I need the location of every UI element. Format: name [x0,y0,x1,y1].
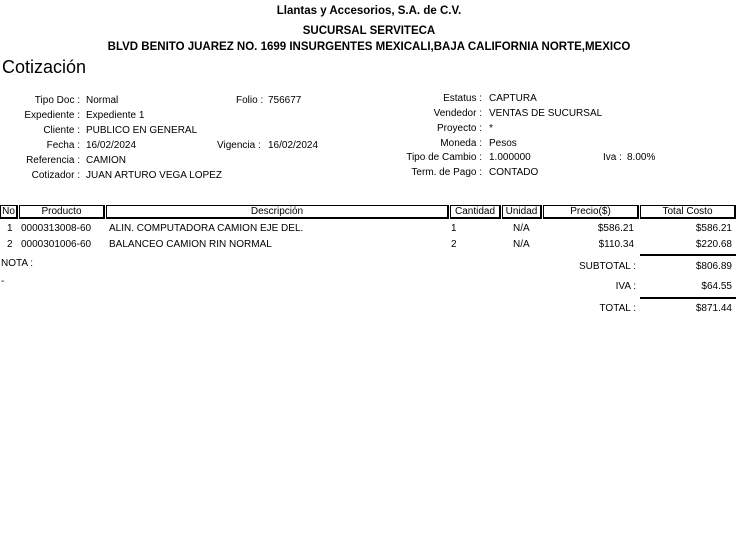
field-value: PUBLICO EN GENERAL [86,125,198,136]
iva-value: $64.55 [701,281,732,292]
col-header-no: No [0,205,18,219]
field-value: Normal [86,95,119,106]
cell-total: $586.21 [695,223,732,234]
cell-no: 1 [7,223,13,234]
field-label: Vendedor : [433,108,482,119]
col-header-unidad: Unidad [502,205,542,219]
field-value: CAPTURA [489,93,537,104]
field-label: Tipo de Cambio : [406,152,482,163]
subtotal-label: SUBTOTAL : [578,261,636,272]
field-label: Cliente : [43,125,80,136]
total-value: $871.44 [695,303,732,314]
company-name: Llantas y Accesorios, S.A. de C.V. [276,5,462,17]
field-value: 16/02/2024 [86,140,137,151]
field-value: Pesos [489,138,517,149]
branch-name: SUCURSAL SERVITECA [302,25,436,37]
field-label: Moneda : [440,138,482,149]
cell-total: $220.68 [695,239,732,250]
field-value: 1.000000 [489,152,531,163]
field-value: * [489,123,493,134]
iva-label: IVA : [615,281,636,292]
cell-cantidad: 1 [451,223,457,234]
vigencia-label: Vigencia : [217,140,261,151]
col-header-descripcion: Descripción [106,205,449,219]
cell-precio: $586.21 [597,223,634,234]
col-header-producto: Producto [19,205,105,219]
field-label: Referencia : [26,155,80,166]
cell-unidad: N/A [513,223,530,234]
field-label: Term. de Pago : [411,167,482,178]
iva-rate-value: 8.00% [627,152,656,163]
field-label: Estatus : [443,93,482,104]
field-label: Tipo Doc : [34,95,80,106]
field-label: Cotizador : [31,170,80,181]
nota-label: NOTA : [1,258,34,269]
field-value: Expediente 1 [86,110,145,121]
field-value: CONTADO [489,167,539,178]
col-header-total: Total Costo [640,205,736,219]
cell-descripcion: BALANCEO CAMION RIN NORMAL [109,239,272,250]
cell-unidad: N/A [513,239,530,250]
cell-descripcion: ALIN. COMPUTADORA CAMION EJE DEL. [109,223,304,234]
cell-producto: 0000313008-60 [21,223,92,234]
field-label: Proyecto : [436,123,482,134]
document-title: Cotización [2,57,87,77]
subtotal-value: $806.89 [695,261,732,272]
col-header-cantidad: Cantidad [450,205,501,219]
folio-label: Folio : [236,95,264,106]
field-label: Fecha : [46,140,80,151]
total-rule [640,254,736,256]
field-value: VENTAS DE SUCURSAL [489,108,603,119]
field-value: CAMION [86,155,126,166]
cell-cantidad: 2 [451,239,457,250]
vigencia-value: 16/02/2024 [268,140,319,151]
cell-precio: $110.34 [598,239,634,250]
total-rule [640,297,736,299]
field-value: JUAN ARTURO VEGA LOPEZ [86,170,222,181]
iva-rate-label: Iva : [603,152,622,163]
folio-value: 756677 [268,95,302,106]
field-label: Expediente : [24,110,80,121]
company-address: BLVD BENITO JUAREZ NO. 1699 INSURGENTES MEXICALI,BAJA CALIFORNIA NORTE,MEXICO [107,41,631,53]
cell-no: 2 [7,239,13,250]
total-label: TOTAL : [599,303,636,314]
col-header-precio: Precio($) [543,205,639,219]
cell-producto: 0000301006-60 [21,239,92,250]
nota-value: - [1,276,5,287]
